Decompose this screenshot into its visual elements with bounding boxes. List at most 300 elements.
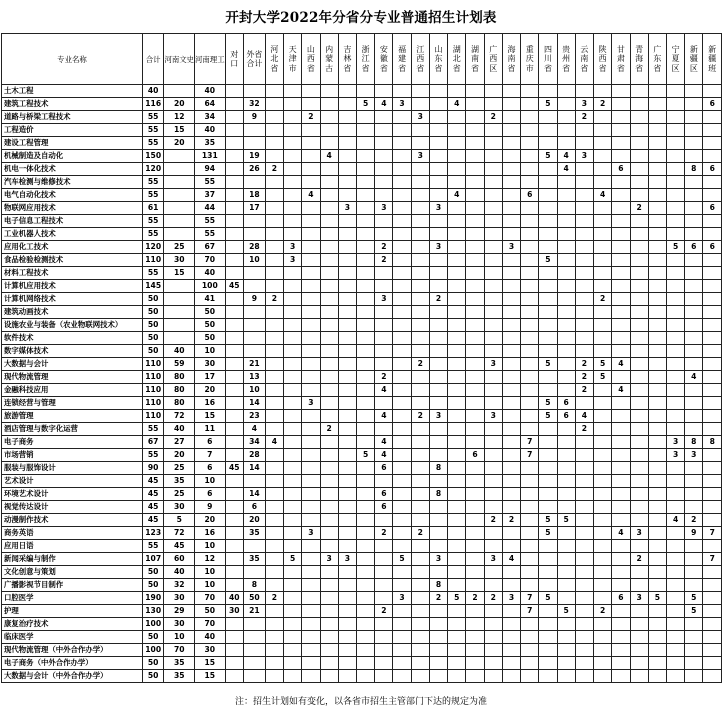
count-cell (411, 280, 429, 293)
count-cell (302, 215, 320, 228)
count-cell (265, 345, 283, 358)
count-cell (393, 267, 411, 280)
count-cell (393, 150, 411, 163)
count-cell (393, 280, 411, 293)
count-cell (502, 384, 520, 397)
count-cell (466, 332, 484, 345)
count-cell (539, 644, 557, 657)
count-cell (393, 332, 411, 345)
count-cell (375, 306, 393, 319)
count-cell (575, 228, 593, 241)
count-cell (521, 384, 539, 397)
count-cell (466, 566, 484, 579)
count-cell (594, 111, 612, 124)
count-cell (484, 280, 502, 293)
count-cell (375, 215, 393, 228)
count-cell (648, 501, 666, 514)
count-cell: 30 (164, 501, 195, 514)
count-cell (539, 319, 557, 332)
count-cell: 26 (243, 163, 265, 176)
count-cell: 50 (142, 566, 164, 579)
count-cell: 10 (195, 540, 226, 553)
count-cell (521, 150, 539, 163)
count-cell: 50 (142, 293, 164, 306)
count-cell (225, 319, 243, 332)
table-row (2, 579, 722, 592)
count-cell (164, 306, 195, 319)
count-cell (575, 527, 593, 540)
count-cell (265, 137, 283, 150)
count-cell (448, 241, 466, 254)
count-cell (666, 345, 684, 358)
count-cell: 50 (142, 631, 164, 644)
count-cell (648, 371, 666, 384)
count-cell (338, 163, 356, 176)
count-cell (243, 540, 265, 553)
count-cell (557, 553, 575, 566)
count-cell (539, 605, 557, 618)
count-cell (284, 332, 302, 345)
count-cell (320, 410, 338, 423)
count-cell (356, 644, 374, 657)
count-cell (575, 137, 593, 150)
header-col-23: 云南省 (575, 34, 593, 85)
count-cell (648, 124, 666, 137)
count-cell (484, 150, 502, 163)
count-cell: 18 (243, 189, 265, 202)
count-cell (265, 670, 283, 683)
count-cell: 100 (195, 280, 226, 293)
count-cell (575, 241, 593, 254)
count-cell (594, 423, 612, 436)
count-cell (557, 267, 575, 280)
count-cell: 55 (142, 267, 164, 280)
count-cell (393, 410, 411, 423)
count-cell (521, 358, 539, 371)
count-cell (502, 397, 520, 410)
count-cell: 9 (685, 527, 703, 540)
count-cell (375, 670, 393, 683)
count-cell: 15 (164, 267, 195, 280)
count-cell (466, 163, 484, 176)
count-cell (484, 189, 502, 202)
count-cell (356, 306, 374, 319)
count-cell (466, 462, 484, 475)
count-cell (612, 566, 630, 579)
count-cell (338, 280, 356, 293)
count-cell (666, 644, 684, 657)
count-cell (521, 202, 539, 215)
major-name-cell: 连锁经营与管理 (2, 397, 143, 410)
count-cell (557, 98, 575, 111)
count-cell (703, 319, 722, 332)
count-cell (630, 475, 648, 488)
count-cell (375, 85, 393, 98)
count-cell (539, 280, 557, 293)
count-cell (575, 436, 593, 449)
count-cell (284, 202, 302, 215)
count-cell (502, 527, 520, 540)
count-cell: 9 (243, 111, 265, 124)
count-cell: 50 (195, 605, 226, 618)
count-cell: 3 (320, 553, 338, 566)
count-cell (539, 163, 557, 176)
count-cell (502, 657, 520, 670)
major-name-cell: 电子商务（中外合作办学） (2, 657, 143, 670)
count-cell (612, 488, 630, 501)
count-cell (594, 540, 612, 553)
count-cell (521, 215, 539, 228)
count-cell (557, 501, 575, 514)
count-cell (448, 644, 466, 657)
table-row (2, 163, 722, 176)
count-cell (557, 189, 575, 202)
count-cell (594, 150, 612, 163)
table-row (2, 150, 722, 163)
count-cell: 50 (243, 592, 265, 605)
count-cell (265, 462, 283, 475)
table-row (2, 280, 722, 293)
header-col-18: 广西区 (484, 34, 502, 85)
major-name-cell: 道路与桥梁工程技术 (2, 111, 143, 124)
count-cell (557, 137, 575, 150)
count-cell (429, 618, 447, 631)
header-col-19: 海南省 (502, 34, 520, 85)
count-cell (630, 215, 648, 228)
count-cell (429, 345, 447, 358)
count-cell (243, 644, 265, 657)
count-cell (356, 215, 374, 228)
table-row (2, 202, 722, 215)
count-cell (612, 137, 630, 150)
count-cell (448, 280, 466, 293)
count-cell (411, 267, 429, 280)
count-cell (666, 111, 684, 124)
count-cell: 3 (429, 553, 447, 566)
count-cell: 2 (429, 293, 447, 306)
header-col-10: 吉林省 (338, 34, 356, 85)
count-cell: 10 (243, 254, 265, 267)
count-cell (539, 332, 557, 345)
count-cell (630, 540, 648, 553)
count-cell (502, 644, 520, 657)
count-cell (302, 566, 320, 579)
count-cell (557, 241, 575, 254)
count-cell (320, 475, 338, 488)
major-name-cell: 环境艺术设计 (2, 488, 143, 501)
count-cell (466, 527, 484, 540)
count-cell: 17 (195, 371, 226, 384)
enrollment-plan-table (1, 33, 722, 683)
major-name-cell: 现代物流管理（中外合作办学） (2, 644, 143, 657)
count-cell (393, 85, 411, 98)
count-cell (612, 462, 630, 475)
count-cell: 25 (164, 462, 195, 475)
count-cell (265, 527, 283, 540)
count-cell (356, 163, 374, 176)
count-cell (225, 176, 243, 189)
count-cell (284, 280, 302, 293)
table-row (2, 254, 722, 267)
count-cell (164, 202, 195, 215)
count-cell (225, 618, 243, 631)
major-name-cell: 金融科技应用 (2, 384, 143, 397)
count-cell (393, 111, 411, 124)
count-cell (539, 176, 557, 189)
count-cell (539, 215, 557, 228)
count-cell (521, 228, 539, 241)
count-cell: 41 (195, 293, 226, 306)
count-cell (521, 644, 539, 657)
count-cell (225, 397, 243, 410)
count-cell (375, 345, 393, 358)
count-cell: 8 (685, 436, 703, 449)
count-cell: 10 (195, 475, 226, 488)
count-cell (284, 501, 302, 514)
count-cell: 7 (521, 605, 539, 618)
count-cell (411, 306, 429, 319)
count-cell (284, 345, 302, 358)
count-cell (356, 384, 374, 397)
count-cell (612, 241, 630, 254)
count-cell (466, 319, 484, 332)
count-cell (557, 475, 575, 488)
count-cell (630, 514, 648, 527)
count-cell (666, 85, 684, 98)
count-cell (484, 644, 502, 657)
count-cell (648, 436, 666, 449)
count-cell (685, 553, 703, 566)
count-cell (484, 397, 502, 410)
count-cell (630, 449, 648, 462)
count-cell: 50 (142, 332, 164, 345)
count-cell (284, 579, 302, 592)
count-cell: 6 (195, 436, 226, 449)
count-cell (539, 306, 557, 319)
table-row (2, 176, 722, 189)
count-cell (630, 306, 648, 319)
count-cell (703, 371, 722, 384)
count-cell (521, 670, 539, 683)
count-cell (521, 475, 539, 488)
major-name-cell: 计算机应用技术 (2, 280, 143, 293)
count-cell (302, 319, 320, 332)
count-cell: 28 (243, 449, 265, 462)
table-row (2, 293, 722, 306)
count-cell: 5 (685, 605, 703, 618)
count-cell (411, 540, 429, 553)
count-cell (448, 488, 466, 501)
count-cell: 4 (375, 410, 393, 423)
count-cell (484, 384, 502, 397)
count-cell (448, 124, 466, 137)
count-cell (302, 85, 320, 98)
count-cell: 19 (243, 150, 265, 163)
count-cell: 3 (575, 150, 593, 163)
count-cell (393, 228, 411, 241)
count-cell (284, 358, 302, 371)
count-cell (429, 85, 447, 98)
count-cell (703, 540, 722, 553)
count-cell (265, 553, 283, 566)
count-cell (265, 488, 283, 501)
count-cell: 72 (164, 527, 195, 540)
count-cell (557, 384, 575, 397)
count-cell (557, 111, 575, 124)
count-cell (703, 488, 722, 501)
count-cell (630, 319, 648, 332)
count-cell (164, 163, 195, 176)
count-cell (630, 267, 648, 280)
count-cell (164, 319, 195, 332)
count-cell (685, 501, 703, 514)
count-cell: 45 (142, 514, 164, 527)
count-cell: 20 (243, 514, 265, 527)
count-cell (648, 449, 666, 462)
count-cell: 4 (502, 553, 520, 566)
count-cell (265, 306, 283, 319)
count-cell (666, 488, 684, 501)
count-cell (284, 85, 302, 98)
count-cell: 35 (243, 527, 265, 540)
count-cell (356, 423, 374, 436)
count-cell (302, 332, 320, 345)
count-cell (320, 332, 338, 345)
count-cell: 110 (142, 384, 164, 397)
count-cell: 90 (142, 462, 164, 475)
count-cell (648, 397, 666, 410)
count-cell (557, 670, 575, 683)
count-cell (594, 163, 612, 176)
count-cell (356, 293, 374, 306)
count-cell (466, 293, 484, 306)
count-cell (338, 527, 356, 540)
count-cell (243, 345, 265, 358)
count-cell (666, 397, 684, 410)
count-cell (612, 111, 630, 124)
count-cell (521, 553, 539, 566)
count-cell (539, 423, 557, 436)
count-cell (557, 566, 575, 579)
count-cell (521, 85, 539, 98)
count-cell (338, 241, 356, 254)
count-cell (225, 345, 243, 358)
major-name-cell: 康复治疗技术 (2, 618, 143, 631)
major-name-cell: 建筑工程技术 (2, 98, 143, 111)
count-cell (685, 111, 703, 124)
count-cell (575, 189, 593, 202)
count-cell: 8 (703, 436, 722, 449)
count-cell (448, 137, 466, 150)
count-cell (302, 618, 320, 631)
count-cell (243, 85, 265, 98)
count-cell: 145 (142, 280, 164, 293)
count-cell (539, 189, 557, 202)
count-cell (703, 475, 722, 488)
count-cell (429, 163, 447, 176)
count-cell: 6 (612, 592, 630, 605)
count-cell (466, 371, 484, 384)
count-cell (243, 280, 265, 293)
count-cell: 40 (164, 566, 195, 579)
count-cell (539, 384, 557, 397)
count-cell (411, 189, 429, 202)
count-cell: 3 (630, 527, 648, 540)
count-cell (594, 384, 612, 397)
count-cell: 3 (393, 98, 411, 111)
count-cell (521, 98, 539, 111)
count-cell (630, 644, 648, 657)
major-name-cell: 视觉传达设计 (2, 501, 143, 514)
count-cell: 5 (448, 592, 466, 605)
count-cell (225, 475, 243, 488)
count-cell (448, 163, 466, 176)
count-cell (429, 124, 447, 137)
count-cell: 80 (164, 371, 195, 384)
count-cell: 32 (164, 579, 195, 592)
count-cell (338, 618, 356, 631)
count-cell (502, 306, 520, 319)
count-cell (466, 670, 484, 683)
count-cell: 37 (195, 189, 226, 202)
count-cell (411, 657, 429, 670)
count-cell: 45 (142, 475, 164, 488)
count-cell: 3 (302, 397, 320, 410)
table-header-row (2, 34, 722, 85)
count-cell (225, 228, 243, 241)
count-cell: 4 (375, 449, 393, 462)
count-cell: 55 (195, 215, 226, 228)
count-cell: 4 (612, 527, 630, 540)
count-cell (429, 475, 447, 488)
count-cell: 2 (320, 423, 338, 436)
count-cell (265, 332, 283, 345)
count-cell (685, 488, 703, 501)
major-name-cell: 艺术设计 (2, 475, 143, 488)
count-cell (448, 85, 466, 98)
count-cell: 5 (539, 514, 557, 527)
count-cell (225, 202, 243, 215)
count-cell (302, 436, 320, 449)
count-cell (630, 670, 648, 683)
count-cell (320, 228, 338, 241)
count-cell (557, 345, 575, 358)
count-cell (575, 514, 593, 527)
major-name-cell: 食品检验检测技术 (2, 254, 143, 267)
count-cell: 2 (375, 371, 393, 384)
count-cell (594, 267, 612, 280)
count-cell: 7 (703, 553, 722, 566)
count-cell: 2 (265, 163, 283, 176)
count-cell (521, 462, 539, 475)
count-cell (612, 436, 630, 449)
count-cell: 67 (142, 436, 164, 449)
count-cell (284, 566, 302, 579)
count-cell (666, 202, 684, 215)
count-cell (302, 306, 320, 319)
count-cell (338, 475, 356, 488)
count-cell (338, 631, 356, 644)
count-cell (466, 267, 484, 280)
count-cell (375, 228, 393, 241)
count-cell: 8 (429, 462, 447, 475)
count-cell (393, 488, 411, 501)
count-cell (356, 553, 374, 566)
count-cell (284, 410, 302, 423)
count-cell: 6 (375, 462, 393, 475)
count-cell: 27 (164, 436, 195, 449)
count-cell (265, 254, 283, 267)
